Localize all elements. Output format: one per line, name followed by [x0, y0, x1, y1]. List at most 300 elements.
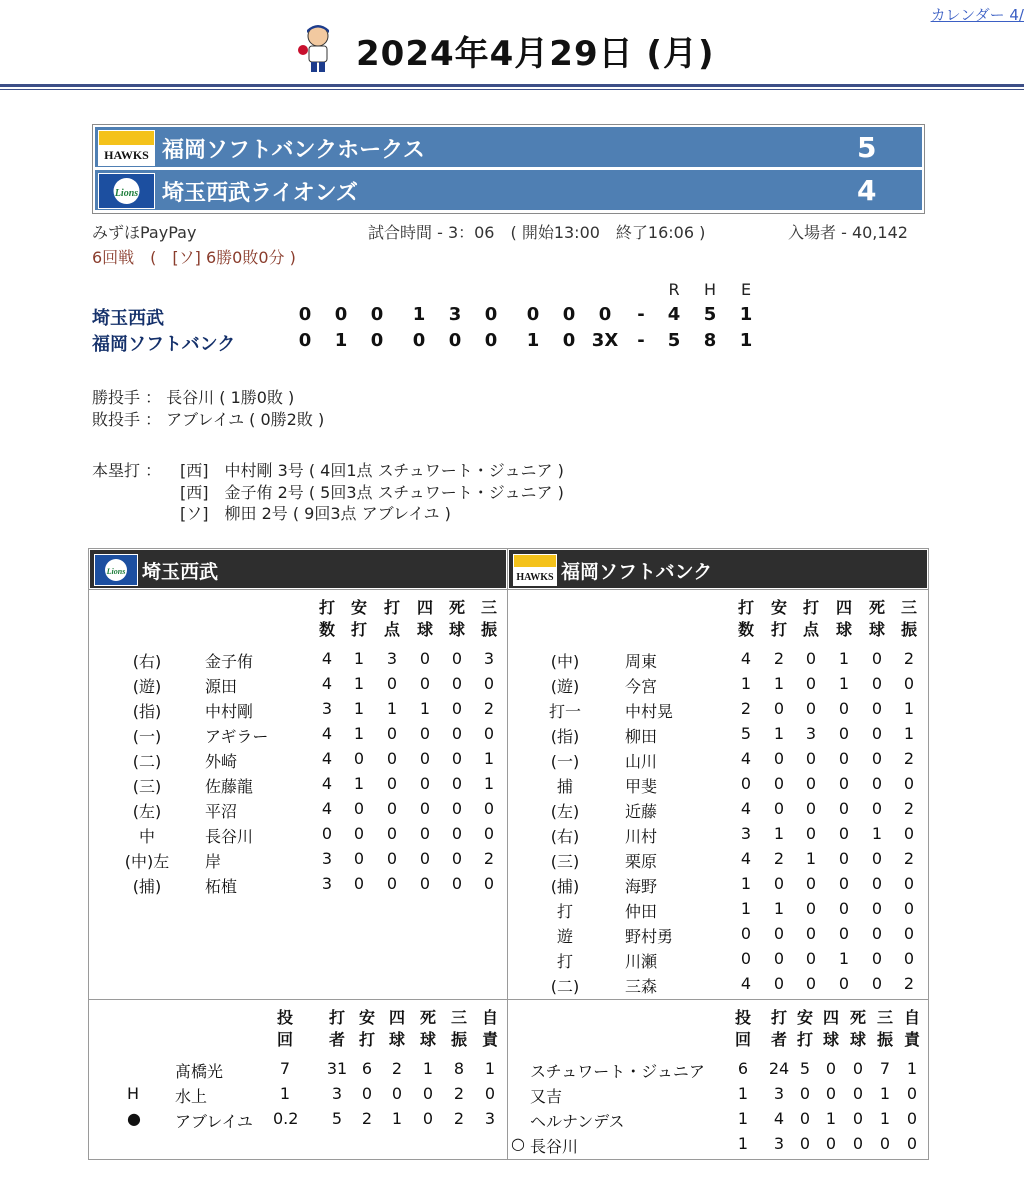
batter-stat: 0	[773, 924, 785, 943]
pitcher-stat: 3	[773, 1134, 785, 1153]
batter-name: 仲田	[625, 902, 658, 921]
linescore-dash: -	[637, 330, 645, 351]
pitcher-stat: 5	[331, 1109, 343, 1128]
pitcher-stat: 0	[361, 1084, 373, 1103]
batter-name: 甲斐	[625, 777, 658, 796]
pitcher-stat: 2	[361, 1109, 373, 1128]
pitching-header: 責	[481, 1030, 498, 1049]
inning-score: 0	[334, 304, 348, 325]
total-hits: 8	[703, 330, 717, 351]
batter-position: (捕)	[132, 877, 162, 896]
pitcher-stat: 0	[422, 1084, 434, 1103]
batter-stat: 0	[903, 674, 915, 693]
batter-stat: 1	[838, 649, 850, 668]
batter-stat: 0	[871, 649, 883, 668]
pitcher-stat: 0	[906, 1084, 918, 1103]
batter-stat: 0	[805, 674, 817, 693]
batter-stat: 0	[419, 824, 431, 843]
batter-position: (三)	[132, 777, 162, 796]
batter-stat: 3	[321, 874, 333, 893]
batter-stat: 4	[740, 849, 752, 868]
batter-stat: 0	[903, 774, 915, 793]
pitcher-stat: 1	[825, 1109, 837, 1128]
home-team-bar	[95, 127, 922, 167]
batter-stat: 0	[805, 924, 817, 943]
batter-stat: 0	[451, 674, 463, 693]
batter-stat: 0	[871, 799, 883, 818]
batting-header: 球	[868, 620, 885, 639]
batter-stat: 0	[805, 774, 817, 793]
batter-stat: 0	[483, 674, 495, 693]
batter-stat: 0	[386, 724, 398, 743]
batter-stat: 2	[903, 649, 915, 668]
pitcher-stat: 1	[737, 1134, 749, 1153]
scoreboard	[92, 124, 925, 214]
pitcher-stat: 1	[906, 1059, 918, 1078]
pitching-header: 三	[876, 1008, 893, 1027]
batter-stat: 0	[805, 974, 817, 993]
total-hits: 5	[703, 304, 717, 325]
pitching-header: 球	[388, 1030, 405, 1049]
batter-position: (中)左	[124, 852, 170, 871]
batter-stat: 0	[386, 874, 398, 893]
pitcher-stat: 5	[799, 1059, 811, 1078]
pitching-header: 打	[358, 1030, 375, 1049]
batter-position: (指)	[550, 727, 580, 746]
mascot-icon	[296, 22, 340, 74]
batter-stat: 1	[353, 724, 365, 743]
batter-stat: 0	[805, 874, 817, 893]
batter-stat: 0	[871, 774, 883, 793]
batter-stat: 0	[871, 674, 883, 693]
batter-position: (指)	[132, 702, 162, 721]
batter-stat: 0	[838, 824, 850, 843]
home-team-name: 福岡ソフトバンクホークス	[162, 138, 425, 163]
batting-header: 球	[448, 620, 465, 639]
pitcher-stat: 8	[453, 1059, 465, 1078]
pitcher-stat: 1	[279, 1084, 291, 1103]
batter-stat: 0	[805, 699, 817, 718]
batter-stat: 2	[903, 974, 915, 993]
lions-logo-icon	[98, 173, 155, 209]
pitcher-stat: 0.2	[273, 1109, 299, 1128]
batter-stat: 1	[386, 699, 398, 718]
pitching-header: 打	[796, 1030, 813, 1049]
pitching-header: 打	[328, 1008, 345, 1027]
batter-stat: 0	[740, 774, 752, 793]
batter-name: 今宮	[625, 677, 658, 696]
batting-header: 打	[802, 598, 819, 617]
away-box-score	[88, 548, 508, 1160]
batting-header: 振	[480, 620, 497, 639]
total-runs: 4	[667, 304, 681, 325]
pitcher-stat: 1	[484, 1059, 496, 1078]
batter-stat: 2	[740, 699, 752, 718]
batter-stat: 1	[773, 674, 785, 693]
pitcher-stat: 1	[879, 1084, 891, 1103]
batter-position: (右)	[132, 652, 162, 671]
batter-stat: 0	[483, 824, 495, 843]
batter-stat: 0	[871, 724, 883, 743]
pitcher-stat: 2	[453, 1084, 465, 1103]
pitching-header: 回	[734, 1030, 751, 1049]
batter-position: 打	[556, 952, 573, 971]
linescore-row-home	[92, 330, 992, 354]
batter-stat: 0	[838, 849, 850, 868]
pitching-header: 球	[849, 1030, 866, 1049]
pitcher-stat: 0	[906, 1109, 918, 1128]
away-team-name: 埼玉西武ライオンズ	[162, 181, 359, 206]
pitcher-stat: 31	[326, 1059, 348, 1078]
pitching-header: 安	[358, 1008, 375, 1027]
batter-position: 打一	[548, 702, 581, 721]
batter-stat: 4	[321, 649, 333, 668]
pitcher-stat: 6	[737, 1059, 749, 1078]
batting-header: 四	[416, 598, 433, 617]
batter-stat: 0	[483, 724, 495, 743]
batter-stat: 0	[419, 749, 431, 768]
batter-stat: 2	[903, 749, 915, 768]
batting-header: 球	[416, 620, 433, 639]
batter-stat: 0	[871, 849, 883, 868]
batter-name: 三森	[625, 977, 658, 996]
inning-score: 0	[484, 304, 498, 325]
pitcher-stat: 0	[825, 1084, 837, 1103]
header-divider	[0, 84, 1024, 87]
batter-stat: 3	[321, 699, 333, 718]
errors-header: E	[740, 280, 752, 299]
inning-score: 0	[598, 304, 612, 325]
home-box-score	[507, 548, 929, 1160]
batter-stat: 0	[871, 749, 883, 768]
batting-header: 打	[318, 598, 335, 617]
batter-stat: 0	[353, 849, 365, 868]
batter-stat: 0	[838, 799, 850, 818]
batting-header: 点	[383, 620, 400, 639]
pitcher-decision-mark: H	[127, 1084, 140, 1103]
header-divider-thin	[0, 89, 1024, 90]
batter-stat: 0	[353, 749, 365, 768]
batter-stat: 0	[871, 699, 883, 718]
batter-stat: 0	[451, 849, 463, 868]
total-runs: 5	[667, 330, 681, 351]
inning-score: 0	[562, 330, 576, 351]
batter-stat: 0	[773, 874, 785, 893]
batter-stat: 0	[451, 774, 463, 793]
pitcher-stat: 2	[391, 1059, 403, 1078]
batter-stat: 0	[353, 874, 365, 893]
batter-stat: 0	[386, 824, 398, 843]
pitching-header: 者	[328, 1030, 345, 1049]
linescore-row-away	[92, 304, 992, 328]
page-header	[0, 18, 1024, 80]
batter-name: 周東	[625, 652, 658, 671]
batter-stat: 0	[838, 774, 850, 793]
home-run-line: [ソ] 柳田 2号 ( 9回3点 アブレイユ )	[180, 504, 451, 523]
pitcher-stat: 1	[737, 1084, 749, 1103]
batting-header: 打	[737, 598, 754, 617]
pitcher-stat: 7	[279, 1059, 291, 1078]
pitching-header: 者	[770, 1030, 787, 1049]
batter-stat: 0	[386, 774, 398, 793]
batter-stat: 0	[903, 949, 915, 968]
batter-stat: 0	[903, 824, 915, 843]
pitching-header: 死	[849, 1008, 866, 1027]
pitcher-stat: 0	[879, 1134, 891, 1153]
batter-stat: 0	[451, 649, 463, 668]
pitching-header: 四	[388, 1008, 405, 1027]
batter-name: 外崎	[205, 752, 238, 771]
batter-stat: 0	[903, 924, 915, 943]
hawks-logo-icon	[513, 554, 557, 586]
batting-header: 三	[900, 598, 917, 617]
batter-stat: 0	[451, 874, 463, 893]
batter-stat: 0	[386, 749, 398, 768]
batter-stat: 1	[419, 699, 431, 718]
pitcher-stat: 2	[453, 1109, 465, 1128]
batter-stat: 0	[903, 899, 915, 918]
pitching-header: 三	[450, 1008, 467, 1027]
pitcher-stat: 3	[773, 1084, 785, 1103]
inning-score: 0	[484, 330, 498, 351]
pitcher-name: 髙橋光	[175, 1062, 224, 1081]
away-team-runs: 4	[857, 174, 877, 207]
batter-stat: 0	[838, 749, 850, 768]
lions-logo-text: Lions	[106, 567, 126, 576]
pitcher-stat: 6	[361, 1059, 373, 1078]
pitching-header: 責	[903, 1030, 920, 1049]
batter-position: 遊	[556, 927, 573, 946]
batter-name: 源田	[205, 677, 238, 696]
batter-name: 川村	[625, 827, 658, 846]
pitching-header: 球	[419, 1030, 436, 1049]
inning-score: 3	[448, 304, 462, 325]
batter-position: 捕	[556, 777, 573, 796]
batter-stat: 2	[903, 849, 915, 868]
batting-header: 打	[770, 620, 787, 639]
pitching-header: 打	[770, 1008, 787, 1027]
batter-stat: 0	[871, 924, 883, 943]
batter-stat: 1	[483, 749, 495, 768]
batter-stat: 0	[451, 799, 463, 818]
inning-score: 0	[448, 330, 462, 351]
batter-position: (二)	[132, 752, 162, 771]
calendar-link[interactable]: カレンダー 4/	[930, 6, 1024, 24]
batter-position: (三)	[550, 852, 580, 871]
home-team-runs: 5	[857, 131, 877, 164]
batter-stat: 0	[838, 724, 850, 743]
batter-stat: 1	[353, 699, 365, 718]
batter-stat: 3	[386, 649, 398, 668]
batter-position: (左)	[132, 802, 162, 821]
batter-stat: 0	[773, 799, 785, 818]
batter-stat: 5	[740, 724, 752, 743]
batter-stat: 0	[805, 799, 817, 818]
batter-stat: 0	[740, 949, 752, 968]
batter-stat: 0	[773, 699, 785, 718]
pitcher-stat: 3	[484, 1109, 496, 1128]
pitcher-stat: 0	[799, 1084, 811, 1103]
batter-stat: 2	[483, 699, 495, 718]
batter-position: (捕)	[550, 877, 580, 896]
batter-stat: 0	[419, 674, 431, 693]
pitching-header: 回	[276, 1030, 293, 1049]
batter-stat: 0	[773, 774, 785, 793]
batter-stat: 4	[740, 974, 752, 993]
batter-name: 川瀬	[625, 952, 658, 971]
batter-name: 山川	[625, 752, 658, 771]
batter-stat: 0	[871, 949, 883, 968]
batter-stat: 0	[451, 824, 463, 843]
hawks-logo-icon	[98, 130, 155, 166]
inning-score: 0	[298, 304, 312, 325]
batter-name: アギラー	[205, 727, 269, 746]
pitcher-stat: 1	[737, 1109, 749, 1128]
batter-stat: 0	[386, 674, 398, 693]
game-time: 試合時間 - 3：06 ( 開始13:00 終了16:06 )	[368, 223, 706, 242]
hawks-logo-text: HAWKS	[104, 148, 149, 162]
batter-stat: 0	[483, 799, 495, 818]
batting-header: 打	[350, 620, 367, 639]
lions-logo-text: Lions	[114, 188, 139, 199]
batter-stat: 0	[838, 899, 850, 918]
batting-header: 数	[318, 620, 335, 639]
batter-stat: 1	[903, 699, 915, 718]
stadium: みずほPayPay	[92, 223, 197, 242]
pitching-header: 投	[276, 1008, 293, 1027]
pitcher-stat: 0	[825, 1059, 837, 1078]
batter-stat: 1	[740, 899, 752, 918]
batter-stat: 0	[419, 774, 431, 793]
linescore-team-name: 福岡ソフトバンク	[92, 334, 236, 355]
pitching-header: 四	[822, 1008, 839, 1027]
batter-stat: 1	[353, 674, 365, 693]
batter-stat: 1	[838, 674, 850, 693]
batter-stat: 1	[483, 774, 495, 793]
pitcher-name: ヘルナンデス	[530, 1112, 625, 1131]
batting-header: 三	[480, 598, 497, 617]
batter-stat: 3	[805, 724, 817, 743]
batter-stat: 0	[419, 799, 431, 818]
total-errors: 1	[739, 330, 753, 351]
pitcher-stat: 0	[852, 1109, 864, 1128]
home-panel-title: 福岡ソフトバンク	[561, 561, 713, 583]
batting-header: 振	[900, 620, 917, 639]
batter-name: 栗原	[625, 852, 658, 871]
batter-stat: 0	[419, 724, 431, 743]
pitcher-stat: 1	[879, 1109, 891, 1128]
away-team-bar	[95, 170, 922, 210]
batter-position: (右)	[550, 827, 580, 846]
pitching-header: 安	[796, 1008, 813, 1027]
pitching-header: 自	[903, 1008, 920, 1027]
batter-stat: 0	[353, 799, 365, 818]
series-record: 6回戦 ( [ソ] 6勝0敗0分 )	[92, 248, 296, 267]
batting-header: 安	[350, 598, 367, 617]
pitcher-stat: 1	[422, 1059, 434, 1078]
pitcher-stat: 24	[768, 1059, 790, 1078]
batting-header: 死	[868, 598, 885, 617]
away-panel-header	[90, 550, 506, 588]
batting-header: 四	[835, 598, 852, 617]
batter-stat: 0	[805, 824, 817, 843]
batter-stat: 0	[805, 899, 817, 918]
pitcher-stat: 1	[391, 1109, 403, 1128]
batter-name: 海野	[625, 877, 658, 896]
pitcher-name: アブレイユ	[175, 1112, 253, 1131]
pitching-header: 振	[876, 1030, 893, 1049]
batter-position: 打	[556, 902, 573, 921]
batter-stat: 0	[451, 724, 463, 743]
pitcher-stat: 0	[825, 1134, 837, 1153]
pitcher-stat: 0	[852, 1084, 864, 1103]
batting-header: 安	[770, 598, 787, 617]
hits-header: H	[703, 280, 717, 299]
batter-stat: 0	[773, 949, 785, 968]
batter-stat: 0	[871, 974, 883, 993]
batter-name: 柘植	[205, 877, 238, 896]
batter-stat: 0	[838, 924, 850, 943]
batter-stat: 0	[419, 874, 431, 893]
page-title: 2024年4月29日 (月)	[356, 34, 715, 74]
batter-position: (左)	[550, 802, 580, 821]
inning-score: 0	[370, 330, 384, 351]
pitcher-stat: 4	[773, 1109, 785, 1128]
batter-stat: 0	[805, 949, 817, 968]
batter-stat: 0	[871, 899, 883, 918]
batter-position: 中	[138, 827, 155, 846]
pitcher-stat: 0	[852, 1059, 864, 1078]
total-errors: 1	[739, 304, 753, 325]
batter-position: (一)	[132, 727, 162, 746]
batter-position: (二)	[550, 977, 580, 996]
batter-stat: 0	[773, 974, 785, 993]
inning-score: 0	[412, 330, 426, 351]
batter-stat: 0	[903, 874, 915, 893]
batter-position: (遊)	[132, 677, 162, 696]
attendance: 入場者 - 40,142	[788, 223, 908, 242]
pitcher-stat: 3	[331, 1084, 343, 1103]
inning-score: 1	[334, 330, 348, 351]
batter-stat: 0	[838, 974, 850, 993]
batter-stat: 1	[773, 899, 785, 918]
pitcher-name: 長谷川	[530, 1137, 579, 1156]
linescore-header	[92, 280, 992, 304]
inning-score: 0	[526, 304, 540, 325]
batter-stat: 2	[773, 849, 785, 868]
batting-header: 数	[737, 620, 754, 639]
pitcher-stat: 0	[852, 1134, 864, 1153]
batter-stat: 0	[871, 874, 883, 893]
runs-header: R	[668, 280, 680, 299]
home-panel-header	[509, 550, 927, 588]
batting-header: 点	[802, 620, 819, 639]
inning-score: 0	[562, 304, 576, 325]
batter-name: 中村晃	[625, 702, 674, 721]
batter-stat: 0	[321, 824, 333, 843]
batter-stat: 0	[419, 649, 431, 668]
batter-stat: 1	[740, 674, 752, 693]
batter-name: 中村剛	[205, 702, 254, 721]
inning-score: 0	[370, 304, 384, 325]
batter-position: (一)	[550, 752, 580, 771]
batter-stat: 2	[903, 799, 915, 818]
batter-stat: 1	[838, 949, 850, 968]
batter-stat: 1	[773, 724, 785, 743]
pitching-header: 球	[822, 1030, 839, 1049]
pitcher-stat: 0	[906, 1134, 918, 1153]
lions-logo-icon	[94, 554, 138, 586]
